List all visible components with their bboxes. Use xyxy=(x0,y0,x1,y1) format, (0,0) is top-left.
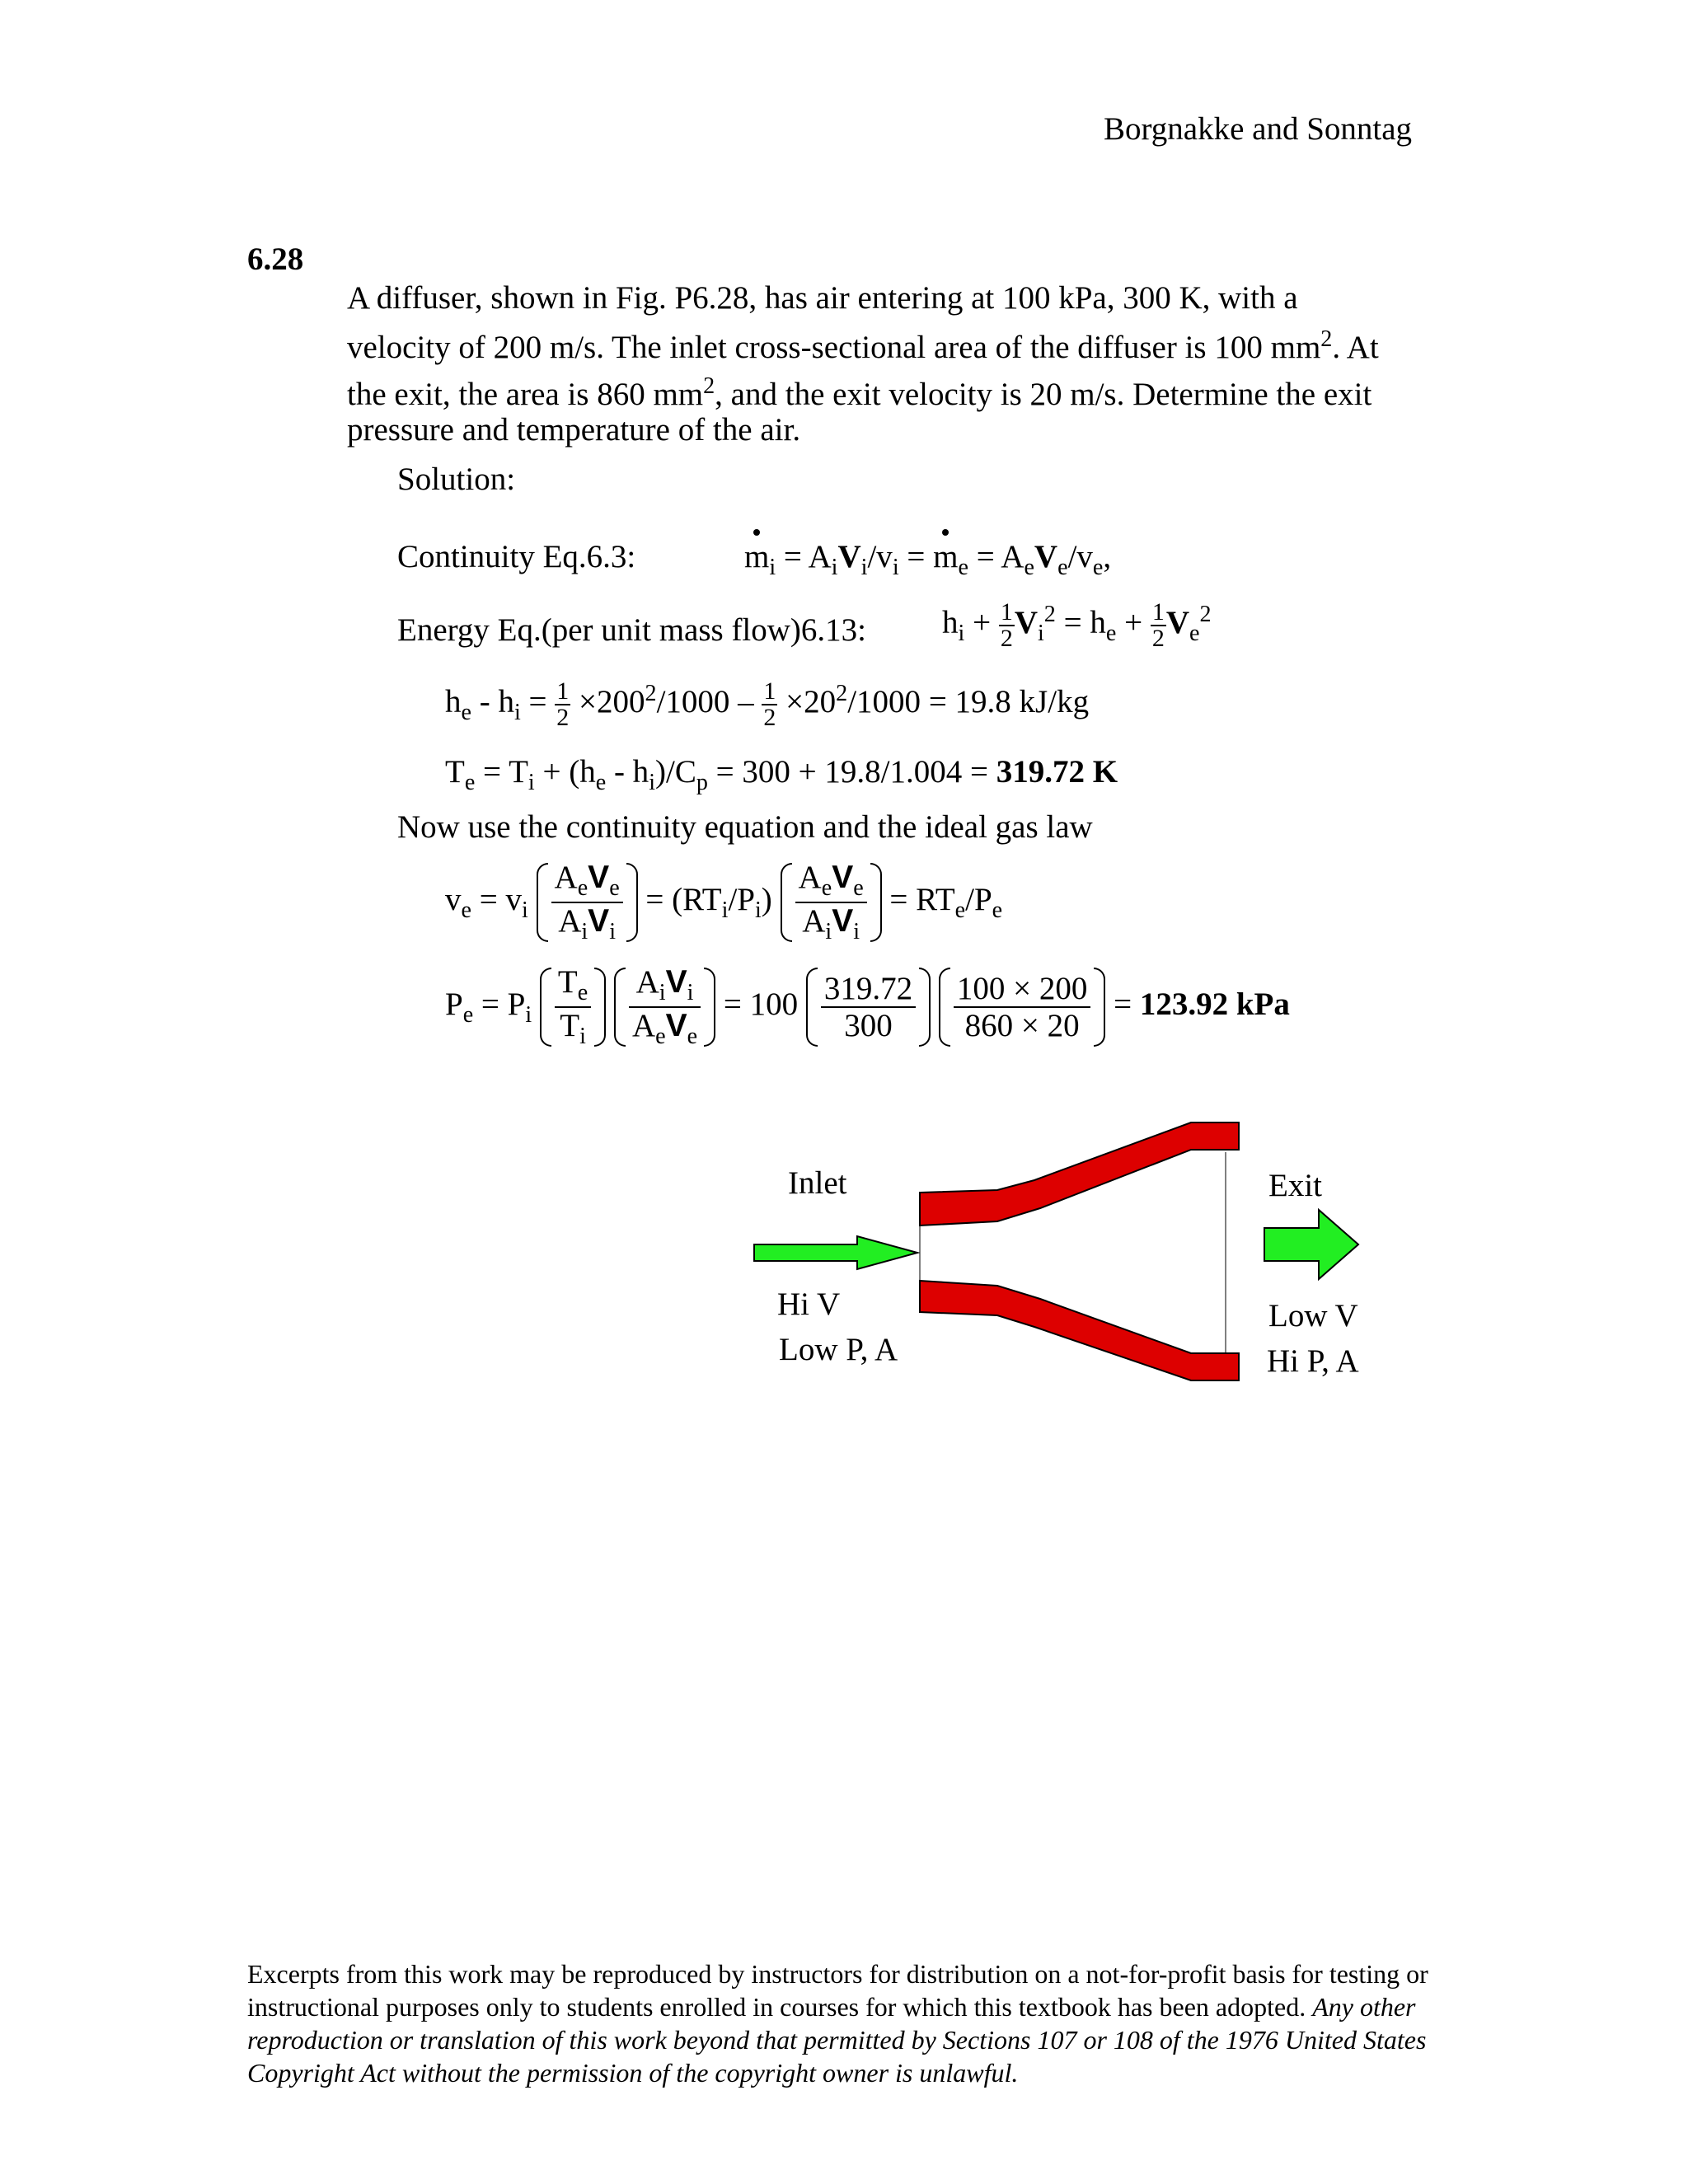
copyright-notice: Excerpts from this work may be reproduced by instructors for distribution on a not-for-profit basis for testing or instructional purposes only to students enrolled in courses for which this textbook has been adopted. Any other reproduction or translation of this work beyond that permitted by Sections 107 or 108 of the 1976 United States Copyright Act without the permission of the copyright owner is unlawful. xyxy=(247,1959,1428,2088)
continuity-equation: $m_i = A_iV_i/v_i = m_e = A_eV_e/v_e$, xyxy=(744,539,1112,580)
inlet-label: Inlet xyxy=(788,1165,847,1201)
continuity-label: Continuity Eq.6.3: xyxy=(397,539,636,574)
inlet-flow-arrow xyxy=(754,1236,917,1269)
exit-label: Exit xyxy=(1268,1168,1322,1203)
energy-label: Energy Eq.(per unit mass flow)6.13: xyxy=(397,612,867,648)
exit-pressure-result: 123.92 kPa xyxy=(1139,987,1290,1023)
diffuser-upper-wall xyxy=(920,1122,1239,1226)
exit-pressure-equation: $P_e = P_i$ $T_e$ $T_i$ $A_iV_i$ $A_eV_e$ = 100 319.72 300 100 × 200 860 × 20 = 123.92 kPa xyxy=(445,964,1290,1050)
problem-statement-line-3: the exit, the area is 860 $mm^2$, and the exit velocity is 20 m/s. Determine the exit xyxy=(347,373,1372,413)
page-header: Borgnakke and Sonntag xyxy=(1104,111,1413,147)
inlet-pressure-area-label: Low P, A xyxy=(779,1332,898,1367)
exit-temperature-equation: $T_e = T_i + (h_e - h_i)/C_p = 300 + 19.8/1.004 = 319.72$ K xyxy=(445,754,1118,795)
problem-number: 6.28 xyxy=(247,241,304,277)
energy-equation: $h_i$ + $\frac{1}{2}$ $V_i^2 = h_e$ + $\frac{1}{2}$ $V_e^2$ xyxy=(942,598,1212,652)
diffuser-lower-wall xyxy=(920,1281,1239,1380)
exit-velocity-label: Low V xyxy=(1268,1298,1358,1333)
inlet-velocity-label: Hi V xyxy=(777,1286,841,1322)
problem-statement-line-4: pressure and temperature of the air. xyxy=(347,412,801,448)
exit-temperature-result: 319.72 K xyxy=(996,754,1118,790)
exit-flow-arrow xyxy=(1264,1210,1358,1279)
exit-specific-volume-equation: $v_e = v_i$ $A_eV_e$ $A_iV_i$ = $(RT_i/P_i)$ $A_eV_e$ $A_iV_i$ = $RT_e/P_e$ xyxy=(445,860,1003,945)
solution-label: Solution: xyxy=(397,462,516,497)
problem-statement-line-2: velocity of 200 m/s. The inlet cross-sectional area of the diffuser is 100 $mm^2$. At xyxy=(347,326,1379,366)
problem-statement-line-1: A diffuser, shown in Fig. P6.28, has air entering at 100 kPa, 300 K, with a xyxy=(347,280,1298,316)
exit-pressure-area-label: Hi P, A xyxy=(1267,1343,1359,1379)
enthalpy-difference-equation: $h_e - h_i$ = $\frac{1}{2}$ $\times 200^2/1000$ – $\frac{1}{2}$ $\times 20^2/1000 = 19.8$ kJ/kg xyxy=(445,677,1090,731)
continuity-ideal-gas-text: Now use the continuity equation and the ideal gas law xyxy=(397,809,1093,845)
